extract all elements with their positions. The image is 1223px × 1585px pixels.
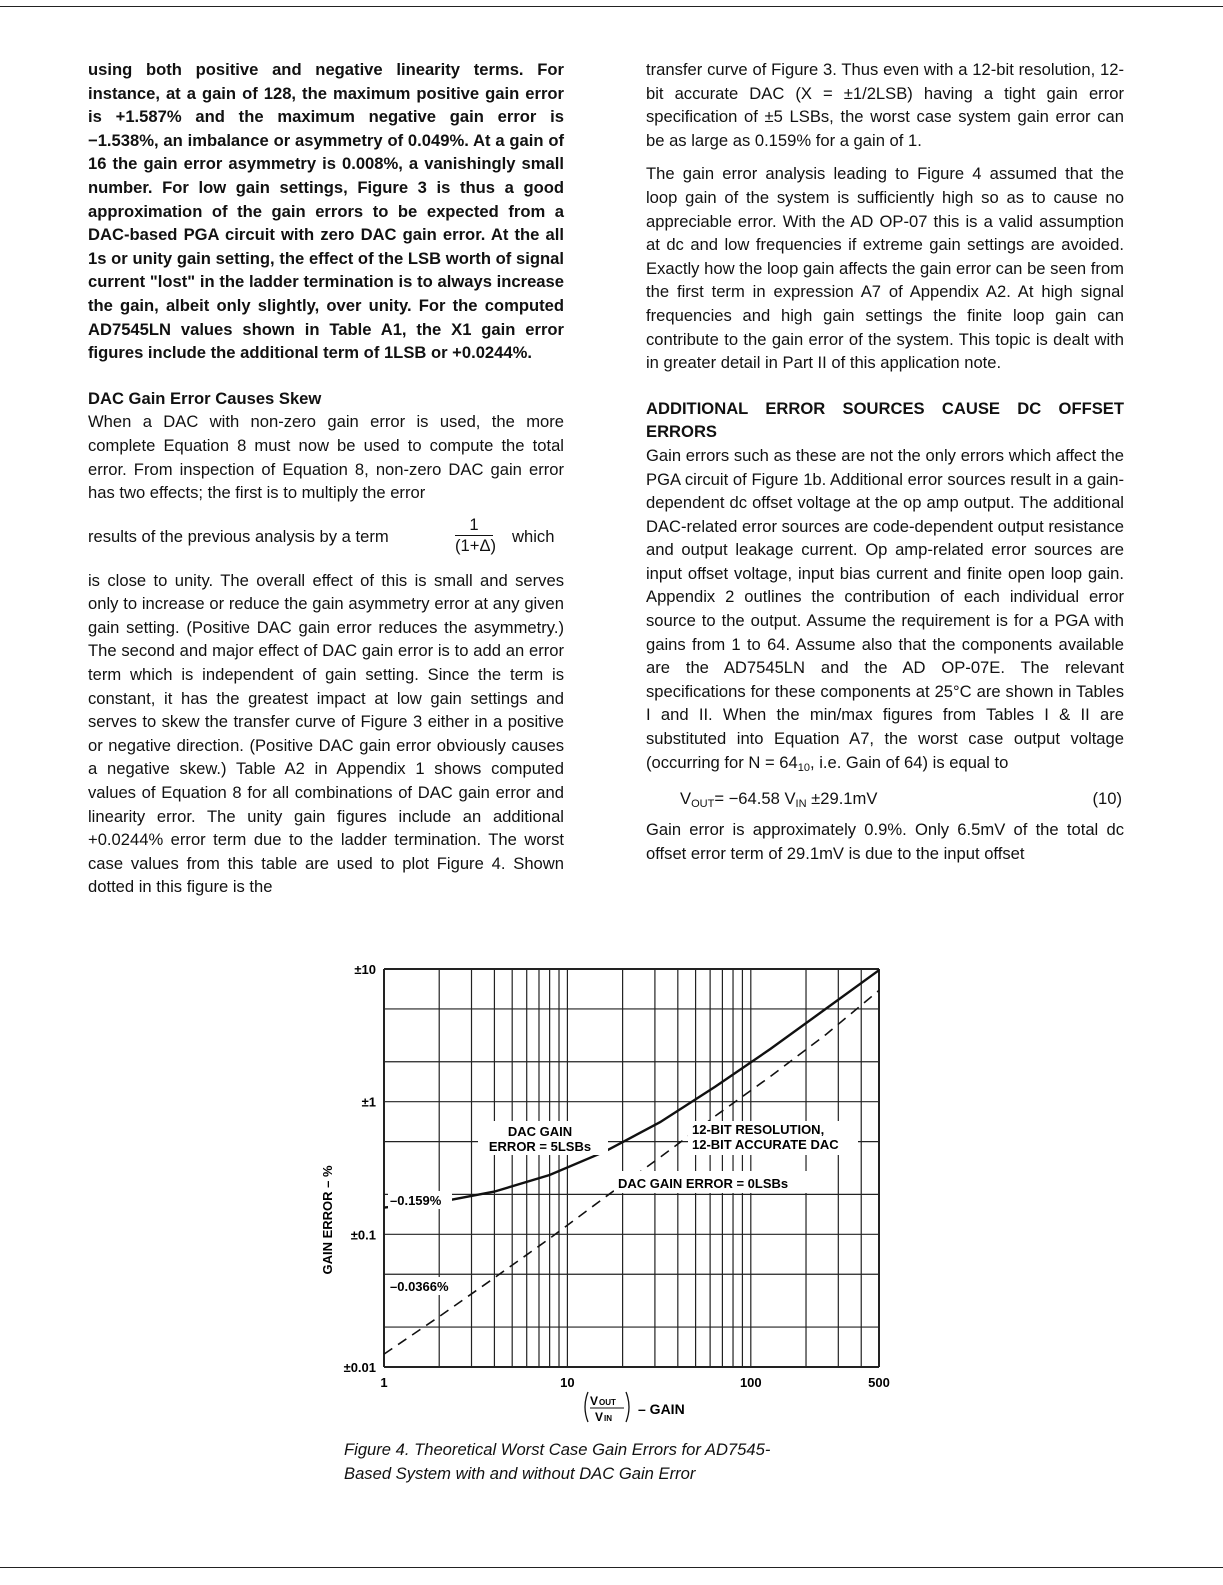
chart-series	[384, 970, 879, 1354]
annotation-0lsb	[614, 1171, 810, 1193]
chart-svg	[300, 955, 920, 1435]
right-paragraph-3: Gain errors such as these are not the only errors which affect the PGA circuit of Figure 1b. Additional error sources result in a gain-dependent dc offset voltage at the op amp output. The additional DAC-related error sources are code-dependent output resistance and output leakage current. Op amp-related error sources are input offset voltage, input bias current and finite open loop gain. Appendix 2 outlines the contribution of each individual error source to the output. Assume the requirement is for a PGA with gains from 1 to 64. Assume also that the components available are the AD7545LN and the AD OP-07E. The relevant specifications for these components at 25°C are shown in Tables I and II. When the min/max figures from Tables I & II are substituted into Equation A7, the worst case output voltage (occurring for $N = 64_{10}$, i.e. Gain of 64) is equal to	[646, 445, 1124, 774]
section-heading-dac-gain: DAC Gain Error Causes Skew	[88, 388, 322, 408]
x-label-v-top: V	[590, 1394, 599, 1408]
equation-10	[646, 784, 1124, 814]
x-axis-label	[585, 1392, 685, 1424]
x-label-suffix: – GAIN	[638, 1401, 685, 1417]
equation-10-expression: $V_{OUT}= -64.58$ $V_{IN} \pm 29.1mV$	[680, 789, 878, 811]
annotation-0159-text: –0.159%	[390, 1193, 442, 1208]
annotation-00366-text: –0.0366%	[390, 1279, 449, 1294]
right-paragraph-2: The gain error analysis leading to Figure 4 assumed that the loop gain of the system is sufficiently high so as to cause no appreciable error. With the AD OP-07 this is a valid assumption at dc and low frequencies if extreme gain settings are avoided. Exactly how the loop gain affects the gain error can be seen from the first term in expression A7 of Appendix A2. At high signal frequencies and high gain settings the finite loop gain can contribute to the gain error of the system. This topic is dealt with in greater detail in Part II of this application note.	[646, 164, 1124, 373]
x-label-right-paren	[626, 1392, 629, 1422]
fraction-denominator: (1+Δ)	[455, 535, 497, 555]
annotation-5lsb	[478, 1121, 608, 1155]
annotation-5lsb-line1: DAC GAIN	[507, 1124, 573, 1139]
equation-number: (10)	[1092, 789, 1122, 809]
section-heading-offset: ADDITIONAL ERROR SOURCES CAUSE DC OFFSET ERRORS	[646, 398, 1124, 442]
figure-4-chart	[300, 955, 920, 1440]
equation-fraction	[455, 514, 497, 556]
caption-line-2: Based System with and without DAC Gain Error	[344, 1463, 696, 1483]
figure-caption	[344, 1438, 904, 1485]
caption-line-1: Figure 4. Theoretical Worst Case Gain Errors for AD7545-	[344, 1440, 771, 1459]
x-label-left-paren	[585, 1392, 588, 1422]
annotation-12bit	[688, 1121, 858, 1155]
x-tick-label: 500	[868, 1375, 890, 1390]
inline-equation	[88, 515, 564, 569]
x-tick-label: 10	[560, 1375, 575, 1390]
y-tick-label: ±0.1	[350, 1227, 376, 1243]
left-paragraph-2: When a DAC with non-zero gain error is used, the more complete Equation 8 must now be used to compute the total error. From inspection of Equation 8, non-zero DAC gain error has two effects; the first is to multiply the error	[88, 412, 564, 503]
y-tick-label: ±1	[361, 1094, 376, 1110]
x-tick-label: 1	[380, 1375, 388, 1390]
left-column	[88, 58, 564, 909]
equation-suffix: which	[512, 526, 555, 546]
right-paragraph-4: Gain error is approximately 0.9%. Only 6.5mV of the total dc offset error term of 29.1mV is due to the input offset	[646, 820, 1124, 863]
annotation-0lsb-text: DAC GAIN ERROR = 0LSBs	[618, 1176, 789, 1191]
annotation-12bit-line1: 12-BIT RESOLUTION,	[692, 1122, 825, 1137]
x-label-v-bottom: V	[595, 1410, 604, 1424]
annotation-00366	[388, 1277, 460, 1295]
annotation-0159	[388, 1191, 452, 1209]
x-label-out: OUT	[599, 1398, 616, 1407]
chart-grid	[384, 969, 879, 1367]
fraction-numerator: 1	[455, 515, 493, 536]
y-tick-label: ±0.01	[343, 1360, 376, 1375]
x-tick-label: 100	[739, 1375, 762, 1390]
left-paragraph-3: is close to unity. The overall effect of this is small and serves only to increase or reduce the gain asymmetry error at any given gain setting. (Positive DAC gain error reduces the asymmetry.) The second and major effect of DAC gain error is to add an error term which is independent of gain setting. Since the term is constant, it has the greatest impact at low gain settings and serves to skew the transfer curve of Figure 3 either in a positive or negative direction. (Positive DAC gain error obviously causes a negative skew.) Table A2 in Appendix 1 shows computed values of Equation 8 for all combinations of DAC gain error and linearity error. The unity gain figures include an additional +0.0244% error term due to the ladder termination. The worst case values from this table are used to plot Figure 4. Shown dotted in this figure is the	[88, 570, 564, 897]
y-axis-label: GAIN ERROR – %	[320, 1165, 335, 1275]
left-paragraph-1: using both positive and negative linearity terms. For instance, at a gain of 128, the maximum positive gain error is +1.587% and the maximum negative gain error is −1.538%, an imbalance or asymmetry of 0.049%. At a gain of 16 the gain error asymmetry is 0.008%, a vanishingly small number. For low gain settings, Figure 3 is thus a good approximation of the gain errors to be expected from a DAC-based PGA circuit with zero DAC gain error. At the all 1s or unity gain setting, the effect of the LSB worth of signal current "lost" in the ladder termination is to always increase the gain, albeit only slightly, over unity. For the computed AD7545LN values shown in Table A1, the X1 gain error figures include the additional term of 1LSB or +0.0244%.	[88, 60, 564, 363]
top-rule	[0, 6, 1223, 7]
annotation-5lsb-line2: ERROR = 5LSBs	[488, 1139, 592, 1154]
annotation-12bit-line2: 12-BIT ACCURATE DAC	[692, 1137, 839, 1152]
right-column	[646, 58, 1124, 875]
equation-prefix: results of the previous analysis by a term	[88, 526, 389, 546]
right-paragraph-1: transfer curve of Figure 3. Thus even with a 12-bit resolution, 12-bit accurate DAC (X = ±1/2LSB) having a tight gain error specification of ±5 LSBs, the worst case system gain error can be as large as 0.159% for a gain of 1.	[646, 60, 1124, 150]
y-tick-label: ±10	[354, 962, 376, 977]
bottom-rule	[0, 1567, 1223, 1568]
x-label-in: IN	[604, 1414, 612, 1423]
